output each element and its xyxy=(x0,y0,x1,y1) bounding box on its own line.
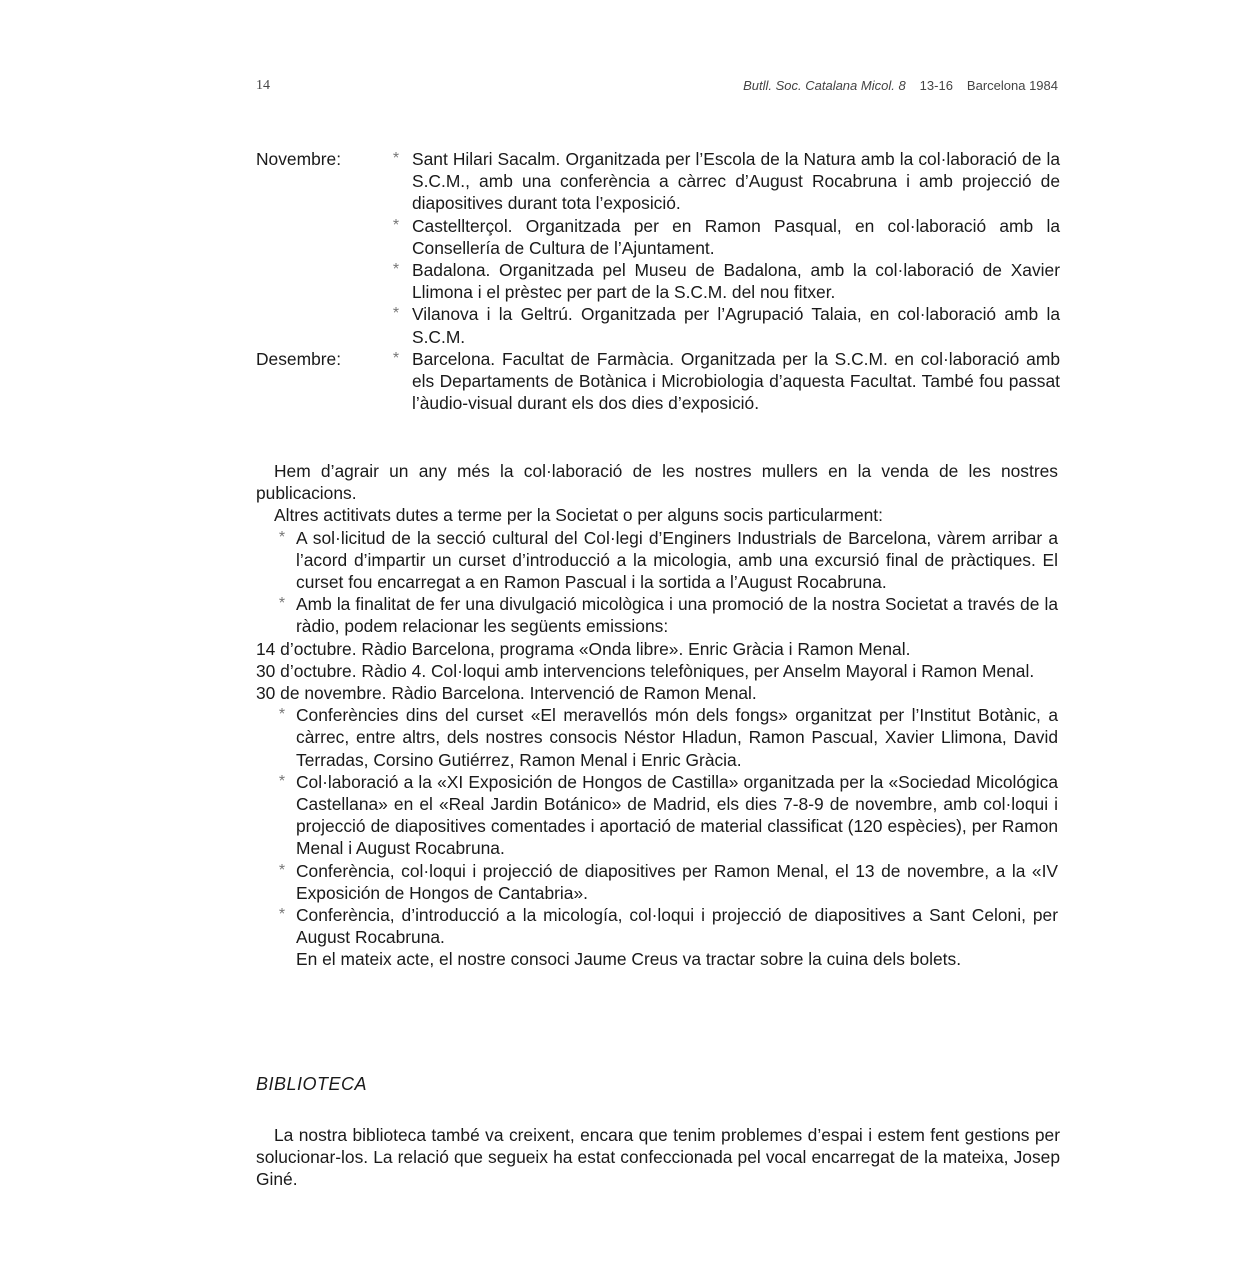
library-text: La nostra biblioteca també va creixent, encara que tenim problemes d’espai i estem fent gestions per solucionar-los. La relació que segueix ha estat confeccionada pel vocal encarregat de la mateixa, Josep Giné. xyxy=(256,1125,1060,1190)
month-group-december xyxy=(256,348,1060,415)
exhibition-text: Sant Hilari Sacalm. Organitzada per l’Escola de la Natura amb la col·laboració de la S.C.M., amb una conferència a càrrec d’August Rocabruna i amb projecció de diapositives durant tota l’exposició. xyxy=(412,149,1060,214)
activity-text: Conferència, d’introducció a la micología, col·loqui i projecció de diapositives a Sant Celoni, per August Rocabruna. xyxy=(296,905,1058,948)
running-header xyxy=(256,78,1058,100)
activity-text: A sol·licitud de la secció cultural del Col·legi d’Enginers Industrials de Barcelona, vàrem arribar a l’acord d’impartir un curset d’introducció a la micologia, amb una excursió final de pràctiques. El curset fou encarregat a en Ramon Pascual i la sortida a l’August Rocabruna. xyxy=(296,527,1058,593)
activity-continuation: En el mateix acte, el nostre consoci Jaume Creus va tractar sobre la cuina dels bolets. xyxy=(296,949,962,970)
activity-item xyxy=(256,904,1058,948)
asterisk-icon: * xyxy=(392,349,400,367)
month-label: Desembre: xyxy=(256,348,342,369)
asterisk-icon: * xyxy=(278,528,286,546)
asterisk-icon: * xyxy=(278,906,286,924)
asterisk-icon: * xyxy=(392,261,400,279)
exhibition-item xyxy=(386,303,1060,347)
month-group-november xyxy=(256,148,1060,348)
activity-text: Conferència, col·loqui i projecció de diapositives per Ramon Menal, el 13 de novembre, a la «IV Exposición de Hongos de Cantabria». xyxy=(296,860,1058,903)
exhibition-text: Badalona. Organitzada pel Museu de Badalona, amb la col·laboració de Xavier Llimona i el prèstec per part de la S.C.M. del nou fitxer. xyxy=(412,260,1060,303)
asterisk-icon: * xyxy=(392,150,400,167)
asterisk-icon: * xyxy=(278,861,286,879)
activity-text: Col·laboració a la «XI Exposición de Hongos de Castilla» organitzada per la «Sociedad Micológica Castellana» en el «Real Jardin Botánico» de Madrid, els dies 7-8-9 de novembre, amb col·loqui i projecció de diapositives comentades i aportació de material classificat (120 espècies), per Ramon Menal i August Rocabruna. xyxy=(296,771,1058,859)
asterisk-icon: * xyxy=(278,772,286,790)
exhibition-item xyxy=(386,348,1060,415)
asterisk-icon: * xyxy=(392,305,400,323)
asterisk-icon: * xyxy=(392,216,400,234)
activity-item xyxy=(256,527,1058,594)
activity-item xyxy=(256,771,1058,860)
section-title-biblioteca: BIBLIOTECA xyxy=(256,1074,368,1094)
activity-item xyxy=(256,704,1058,771)
radio-emission: 30 de novembre. Ràdio Barcelona. Intervenció de Ramon Menal. xyxy=(256,683,757,704)
journal-place-year: Barcelona 1984 xyxy=(966,78,1058,93)
library-paragraph xyxy=(256,1124,1060,1191)
asterisk-icon: * xyxy=(278,595,286,613)
exhibition-item xyxy=(386,148,1060,215)
asterisk-icon: * xyxy=(278,706,286,724)
activity-item xyxy=(256,860,1058,904)
exhibition-text: Barcelona. Facultat de Farmàcia. Organitzada per la S.C.M. en col·laboració amb els Departaments de Botànica i Microbiologia d’aquesta Facultat. També fou passat l’àudio-visual durant els dos dies d’exposició. xyxy=(412,348,1060,414)
activities-intro: Altres actitivats dutes a terme per la Societat o per alguns socis particularment: xyxy=(274,505,883,526)
exhibition-text: Vilanova i la Geltrú. Organitzada per l’Agrupació Talaia, en col·laboració amb la S.C.M. xyxy=(412,304,1060,347)
journal-citation xyxy=(743,78,1058,93)
exhibition-item xyxy=(386,259,1060,303)
journal-name: Butll. Soc. Catalana Micol. 8 xyxy=(743,78,906,93)
exhibitions-list xyxy=(256,148,1060,414)
exhibition-item xyxy=(386,215,1060,259)
radio-emission: 14 d’octubre. Ràdio Barcelona, programa «Onda libre». Enric Gràcia i Ramon Menal. xyxy=(256,638,911,659)
month-items xyxy=(386,148,1060,348)
month-label: Novembre: xyxy=(256,149,342,169)
activity-text: Amb la finalitat de fer una divulgació micològica i una promoció de la nostra Societat a través de la ràdio, podem relacionar les següents emissions: xyxy=(296,594,1058,637)
thanks-paragraph: Hem d’agrair un any més la col·laboració de les nostres mullers en la venda de les nostres publicacions. xyxy=(256,461,1058,504)
activities-section xyxy=(256,460,1058,971)
exhibition-text: Castellterçol. Organitzada per en Ramon Pasqual, en col·laboració amb la Consellería de Cultura de l’Ajuntament. xyxy=(412,215,1060,258)
page-number: 14 xyxy=(256,78,270,93)
journal-pages: 13-16 xyxy=(919,78,953,93)
activity-item xyxy=(256,593,1058,637)
month-items xyxy=(386,348,1060,415)
radio-emission: 30 d’octubre. Ràdio 4. Col·loqui amb intervencions telefòniques, per Anselm Mayoral i Ramon Menal. xyxy=(256,660,1035,681)
activity-text: Conferències dins del curset «El meravellós món dels fongs» organitzat per l’Institut Botànic, a càrrec, entre altrs, dels nostres consocis Néstor Hladun, Ramon Pascual, Xavier Llimona, David Terradas, Corsino Gutiérrez, Ramon Menal i Enric Gràcia. xyxy=(296,705,1058,770)
